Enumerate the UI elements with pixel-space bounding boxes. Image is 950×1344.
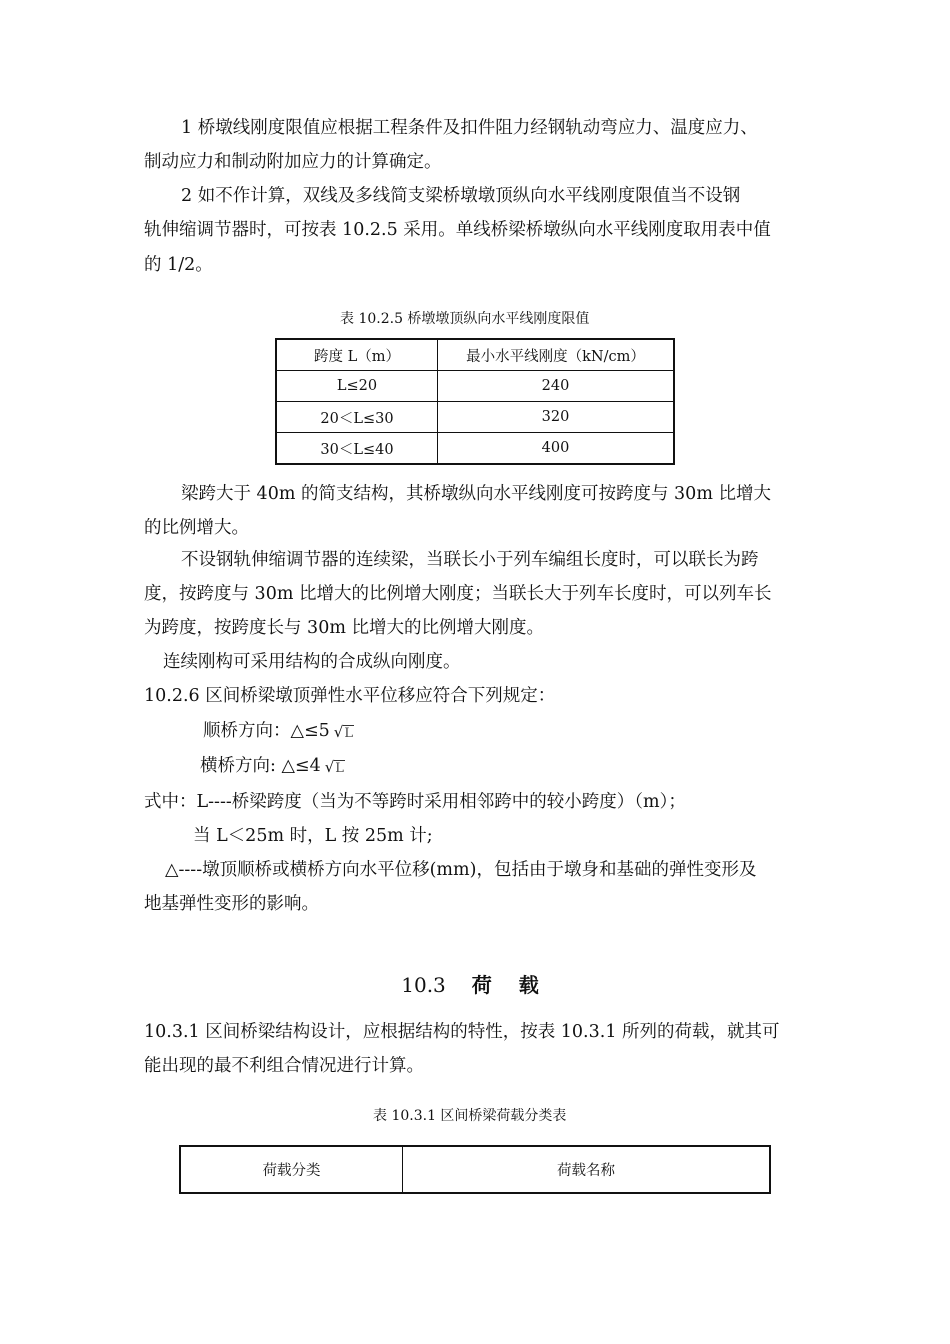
section-heading-10-3 (0, 970, 950, 1000)
table-cell: 240 (438, 371, 675, 402)
table-header-cell: 荷载名称 (403, 1146, 771, 1193)
sqrt-symbol: √ (333, 723, 344, 741)
where-clause-line-3: △----墩顶顺桥或横桥方向水平位移(mm)，包括由于墩身和基础的弹性变形及 (165, 860, 757, 880)
table-10-2-5-caption: 表 10.2.5 桥墩墩顶纵向水平线刚度限值 (340, 311, 590, 327)
paragraph-2-line-2: 轨伸缩调节器时，可按表 10.2.5 采用。单线桥梁桥墩纵向水平线刚度取用表中值 (144, 220, 771, 240)
paragraph-4-line-3: 为跨度，按跨度长与 30m 比增大的比例增大刚度。 (144, 618, 544, 638)
sqrt-l (334, 720, 354, 746)
sqrt-l (325, 755, 345, 781)
where-clause-line-2: 当 L＜25m 时，L 按 25m 计; (193, 826, 433, 846)
formula-longitudinal-text: 顺桥方向：△≤5 (203, 721, 330, 741)
formula-transverse (200, 754, 345, 780)
sqrt-argument: L (335, 761, 344, 776)
table-row (276, 371, 674, 402)
paragraph-3-line-2: 的比例增大。 (144, 518, 249, 538)
table-10-2-5 (275, 338, 675, 465)
table-header-cell: 荷载分类 (180, 1146, 403, 1193)
paragraph-2-line-3: 的 1/2。 (144, 255, 213, 275)
paragraph-4-line-2: 度，按跨度与 30m 比增大的比例增大刚度；当联长大于列车长度时，可以列车长 (144, 584, 772, 604)
clause-10-2-6: 10.2.6 区间桥梁墩顶弹性水平位移应符合下列规定： (144, 686, 556, 706)
formula-longitudinal (203, 719, 354, 745)
section-title: 荷 载 (471, 973, 549, 997)
paragraph-3-line-1: 梁跨大于 40m 的简支结构，其桥墩纵向水平线刚度可按跨度与 30m 比增大 (181, 484, 771, 504)
table-row (276, 402, 674, 433)
paragraph-2-line-1: 2 如不作计算，双线及多线简支梁桥墩墩顶纵向水平线刚度限值当不设钢 (181, 186, 741, 206)
table-10-3-1 (179, 1145, 771, 1194)
sqrt-symbol: √ (324, 758, 335, 776)
table-row (276, 433, 674, 465)
table-cell: 20＜L≤30 (276, 402, 438, 433)
table-header-cell: 跨度 L（m） (276, 339, 438, 371)
table-header-row (180, 1146, 770, 1193)
formula-transverse-text: 横桥方向: △≤4 (200, 756, 321, 776)
table-cell: L≤20 (276, 371, 438, 402)
paragraph-1-line-2: 制动应力和制动附加应力的计算确定。 (144, 152, 442, 172)
paragraph-5: 连续刚构可采用结构的合成纵向刚度。 (163, 652, 461, 672)
table-cell: 320 (438, 402, 675, 433)
where-clause-line-4: 地基弹性变形的影响。 (144, 894, 319, 914)
where-clause-line-1: 式中：L----桥梁跨度（当为不等跨时采用相邻跨中的较小跨度）（m）； (144, 792, 686, 812)
section-number: 10.3 (401, 973, 446, 997)
table-10-3-1-caption: 表 10.3.1 区间桥梁荷载分类表 (373, 1108, 567, 1124)
paragraph-4-line-1: 不设钢轨伸缩调节器的连续梁，当联长小于列车编组长度时，可以联长为跨 (181, 550, 759, 570)
table-cell: 30＜L≤40 (276, 433, 438, 465)
paragraph-1-line-1: 1 桥墩线刚度限值应根据工程条件及扣件阻力经钢轨动弯应力、温度应力、 (181, 118, 758, 138)
clause-10-3-1-line-1: 10.3.1 区间桥梁结构设计，应根据结构的特性，按表 10.3.1 所列的荷载，就其可 (144, 1022, 780, 1042)
clause-10-3-1-line-2: 能出现的最不利组合情况进行计算。 (144, 1056, 424, 1076)
table-cell: 400 (438, 433, 675, 465)
table-header-cell: 最小水平线刚度（kN/cm） (438, 339, 675, 371)
sqrt-argument: L (344, 726, 353, 741)
table-header-row (276, 339, 674, 371)
